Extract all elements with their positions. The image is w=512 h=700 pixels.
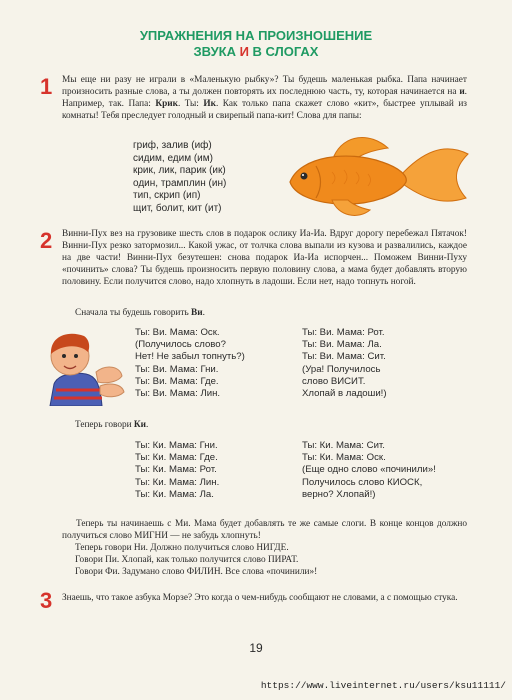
dialog-line: Нет! Не забыл топнуть?) <box>135 351 245 363</box>
boy-eye <box>74 354 78 358</box>
ki-intro <box>75 420 148 430</box>
text-part: . Например, так. Папа: <box>62 87 467 109</box>
exercise-3-text: Знаешь, что такое азбука Морзе? Это когда о чем-нибудь сообщают не словами, а с помощью стука. <box>62 593 458 603</box>
page-title: УПРАЖНЕНИЯ НА ПРОИЗНОШЕНИЕ <box>139 28 373 43</box>
pi-text: Говори Пи. Хлопай, как только получится слово ПИРАТ. <box>75 555 299 565</box>
text-part: . <box>202 308 205 318</box>
text-part: . <box>146 420 149 430</box>
word-line: крик, лик, парик (ик) <box>133 165 226 177</box>
dialog-line: (Получилось слово? <box>135 339 226 351</box>
text-bold: Ик <box>203 99 216 109</box>
text-bold: Ки <box>133 420 147 430</box>
vi-dialog-right <box>302 327 387 400</box>
vi-dialog-left <box>135 327 245 400</box>
subtitle-part: ЗВУКА <box>193 44 240 59</box>
text-bold: Крик <box>155 99 178 109</box>
word-line: гриф, залив (иф) <box>133 140 212 151</box>
fi-text: Говори Фи. Задумано слово ФИЛИН. Все слова «починили»! <box>75 567 318 577</box>
text-part: . Как только папа скажет слово «кит», быстрее уплывай из комнаты! Тебя преследует голодный и свирепый папа-кит! Слова для папы: <box>62 99 467 121</box>
word-line: сидим, едим (им) <box>133 152 213 164</box>
dialog-line: Ты: Ки. Мама: Гни. <box>135 440 218 451</box>
footer-url: https://www.liveinternet.ru/users/ksu11111/ <box>260 680 506 691</box>
goldfish-illustration <box>282 132 472 222</box>
dialog-line: Ты: Ки. Мама: Ла. <box>135 488 214 500</box>
fish-eye-highlight <box>302 174 304 176</box>
exercise-number-3: 3 <box>40 588 53 613</box>
word-line: один, трамплин (ин) <box>133 177 227 189</box>
exercise-2-text: Винни-Пух вез на грузовике шесть слов в подарок ослику Иа-Иа. Вдруг дорогу перебежал Пятачок! Винни-Пух резко затормозил... Какой ужас, от толчка слова выпали из кузова и развалились, каждое на две части! Винни-Пух безутешен: снова подарок Иа-Иа испорчен... Поможем Винни-Пуху «починить» слова? Ты будешь произносить первую половину слова, а мама будет добавлять вторую половину. Если получится слово, надо хлопнуть в ладоши. Если нет, надо топнуть ногой. <box>62 229 467 287</box>
fish-tail <box>400 149 468 201</box>
dialog-line: Ты: Ви. Мама: Где. <box>135 375 219 387</box>
dialog-line: Ты: Ви. Мама: Оск. <box>135 327 220 338</box>
boy-hand <box>96 367 122 383</box>
text-part: Теперь говори <box>75 420 134 430</box>
text-part: Сначала ты будешь говорить <box>75 308 192 318</box>
page-subtitle <box>0 44 512 59</box>
dialog-line: Ты: Ки. Мама: Оск. <box>302 452 386 464</box>
page-number: 19 <box>249 641 263 655</box>
dialog-line: Ты: Ки. Мама: Сит. <box>302 440 385 451</box>
text-bold: и <box>459 87 465 97</box>
ni-text: Теперь говори Ни. Должно получиться слово НИГДЕ. <box>75 543 289 553</box>
dialog-line: слово ВИСИТ. <box>302 375 366 387</box>
exercise-number-1: 1 <box>40 74 53 99</box>
fish-eye <box>301 173 308 180</box>
subtitle-part: В СЛОГАХ <box>248 44 319 59</box>
dialog-line: Ты: Ви. Мама: Рот. <box>302 327 385 338</box>
ki-dialog-right <box>302 440 436 501</box>
boy-hand <box>100 384 124 397</box>
vi-intro <box>75 308 205 318</box>
word-list <box>133 140 226 216</box>
dialog-line: верно? Хлопай!) <box>302 488 376 500</box>
dialog-line: Получилось слово КИОСК, <box>302 476 423 488</box>
dialog-line: Ты: Ви. Мама: Гни. <box>135 363 219 375</box>
dialog-line: (Ура! Получилось <box>302 363 381 375</box>
dialog-line: Ты: Ки. Мама: Лин. <box>135 476 220 488</box>
fish-body <box>290 156 406 204</box>
word-line: щит, болит, кит (ит) <box>133 202 222 214</box>
exercise-number-2: 2 <box>40 228 53 253</box>
dialog-line: Ты: Ви. Мама: Ла. <box>302 339 382 351</box>
dialog-line: Ты: Ки. Мама: Где. <box>135 452 218 464</box>
dialog-line: Ты: Ви. Мама: Лин. <box>135 388 221 400</box>
dialog-line: Ты: Ви. Мама: Сит. <box>302 351 386 363</box>
dialog-line: (Еще одно слово «починили»! <box>302 464 436 476</box>
dialog-line: Ты: Ки. Мама: Рот. <box>135 464 217 476</box>
subtitle-letter: И <box>239 44 249 59</box>
exercise-1-text <box>62 74 467 122</box>
boy-illustration <box>40 326 130 406</box>
mi-text: Теперь ты начинаешь с Ми. Мама будет добавлять те же самые слоги. В конце концов должно получиться слово МИГНИ — не забудь хлопнуть! <box>62 519 467 541</box>
text-part: . Ты: <box>177 99 204 109</box>
text-bold: Ви <box>191 308 203 318</box>
word-line: тип, скрип (ип) <box>133 190 201 202</box>
dialog-line: Хлопай в ладоши!) <box>302 388 387 400</box>
ki-dialog-left <box>135 440 219 501</box>
text-part: Мы еще ни разу не играли в «Маленькую рыбку»? Ты будешь маленькая рыбка. Папа начинает произносить разные слова, а ты должен повторять их последнюю часть, ту, которая начинается на <box>62 75 467 97</box>
boy-eye <box>62 354 66 358</box>
